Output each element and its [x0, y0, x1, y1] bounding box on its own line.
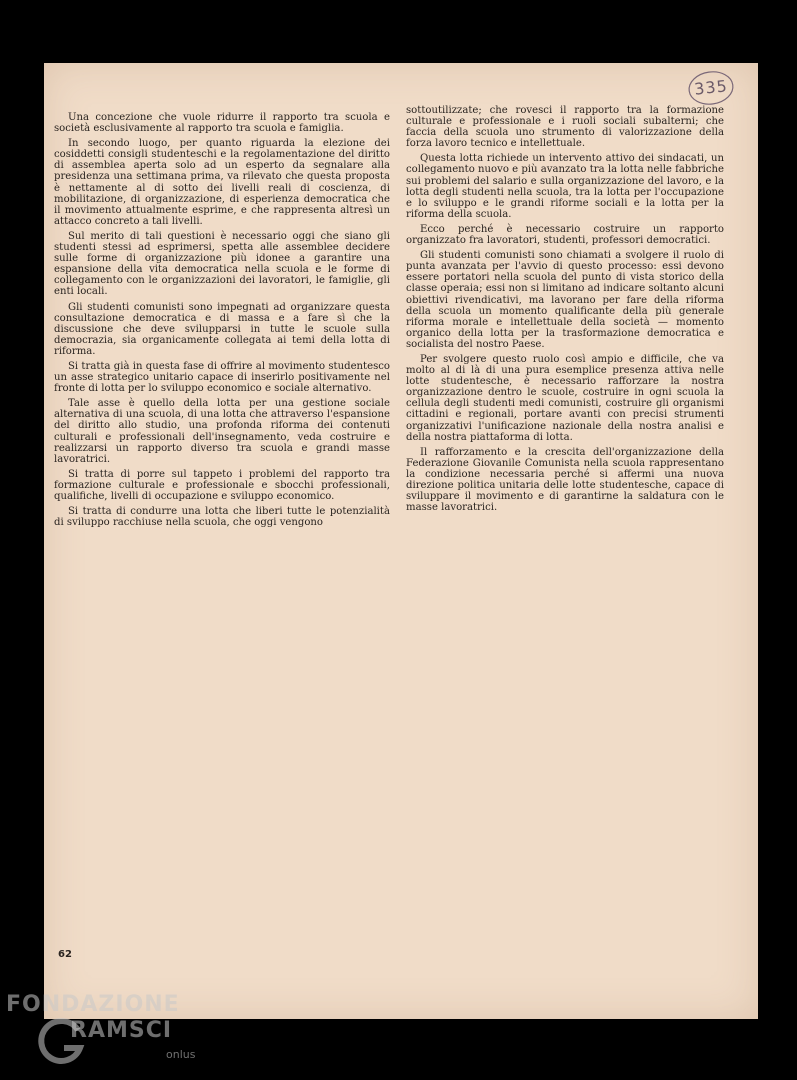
paragraph: Si tratta di condurre una lotta che liberi tutte le potenzialità di sviluppo racchiuse nella scuola, che oggi vengono	[54, 506, 390, 529]
paragraph: Gli studenti comunisti sono impegnati ad organizzare questa consultazione democratica e di massa e a fare sì che la discussione che deve svilupparsi in tutte le scuole sulla democrazia, sia organicamente collegata ai temi della lotta di riforma.	[54, 301, 390, 357]
scanned-page	[44, 63, 758, 1019]
right-column	[406, 105, 724, 517]
fondazione-gramsci-watermark	[6, 992, 206, 1072]
paragraph: Ecco perché è necessario costruire un rapporto organizzato fra lavoratori, studenti, professori democratici.	[406, 223, 724, 247]
paragraph: Per svolgere questo ruolo così ampio e difficile, che va molto al di là di una pura esemplice presenza attiva nelle lotte studentesche, è necessario rafforzare la nostra organizzazione dentro le scuole, costruire in ogni scuola la cellula degli studenti medi comunisti, costruire gli organismi cittadini e regionali, portare avanti con precisi strumenti organizzativi l'unificazione nazionale della nostra analisi e della nostra piattaforma di lotta.	[406, 353, 724, 443]
paragraph: sottoutilizzate; che rovesci il rapporto tra la formazione culturale e professionale e i ruoli sociali subalterni; che faccia della scuola uno strumento di valorizzazione della forza lavoro tecnico e intellettuale.	[406, 105, 724, 150]
paragraph: Si tratta di porre sul tappeto i problemi del rapporto tra formazione culturale e professionale e sbocchi professionali, qualifiche, livelli di occupazione e sviluppo economico.	[54, 468, 390, 502]
paragraph: Tale asse è quello della lotta per una gestione sociale alternativa di una scuola, di una lotta che attraverso l'espansione del diritto allo studio, una profonda riforma dei contenuti culturali e professionali dell'insegnamento, veda costruire e realizzarsi un rapporto diverso tra scuola e grandi masse lavoratrici.	[54, 398, 390, 465]
paragraph: Questa lotta richiede un intervento attivo dei sindacati, un collegamento nuovo e più avanzato tra la lotta nelle fabbriche sui problemi del salario e sulla organizzazione del lavoro, e la lotta degli studenti nella scuola, tra la lotta per l'occupazione e lo sviluppo e le grandi riforme sociali e la lotta per la riforma della scuola.	[406, 153, 724, 220]
archive-stamp	[687, 69, 735, 107]
paragraph: Una concezione che vuole ridurre il rapporto tra scuola e società esclusivamente al rapporto tra scuola e famiglia.	[54, 112, 390, 135]
paragraph: Il rafforzamento e la crescita dell'organizzazione della Federazione Giovanile Comunista nella scuola rappresentano la condizione necessaria perché si affermi una nuova direzione politica unitaria delle lotte studentesche, capace di sviluppare il movimento e di garantirne la saldatura con le masse lavoratrici.	[406, 446, 724, 514]
paragraph: Si tratta già in questa fase di offrire al movimento studentesco un asse strategico unitario capace di inserirlo positivamente nel fronte di lotta per lo sviluppo economico e sociale alternativo.	[54, 360, 390, 395]
left-column	[54, 112, 390, 532]
page-number: 62	[58, 949, 72, 960]
watermark-onlus: onlus	[166, 1048, 196, 1061]
paragraph: In secondo luogo, per quanto riguarda la elezione dei cosiddetti consigli studenteschi e la regolamentazione del diritto di assemblea aperta solo ad un esperto da segnalare alla presidenza una settimana prima, va rilevato che questa proposta è nettamente al di sotto dei livelli reali di coscienza, di mobilitazione, di organizzazione, di esperienza democratica che il movimento attualmente esprime, e che rappresenta altresì un attacco concreto a tali livelli.	[54, 138, 390, 227]
paragraph: Sul merito di tali questioni è necessario oggi che siano gli studenti stessi ad esprimersi, spetta alle assemblee decidere sulle forme di organizzazione più idonee a garantire una espansione della vita democratica nella scuola e le forme di collegamento con le organizzazioni dei lavoratori, le famiglie, gli enti locali.	[54, 230, 390, 298]
watermark-line1: FONDAZIONE	[6, 992, 180, 1017]
stamp-number: 335	[693, 76, 729, 99]
paragraph: Gli studenti comunisti sono chiamati a svolgere il ruolo di punta avanzata per l'avvio di questo processo: essi devono essere portatori nella scuola del punto di vista storico della classe operaia; essi non si limitano ad indicare soltanto alcuni obiettivi rivendicativi, ma lavorano per fare della riforma della scuola un momento qualificante della più generale riforma morale e intellettuale della società — momento organico della lotta per la trasformazione democratica e socialista del nostro Paese.	[406, 250, 724, 350]
watermark-line2: RAMSCI	[70, 1018, 173, 1043]
